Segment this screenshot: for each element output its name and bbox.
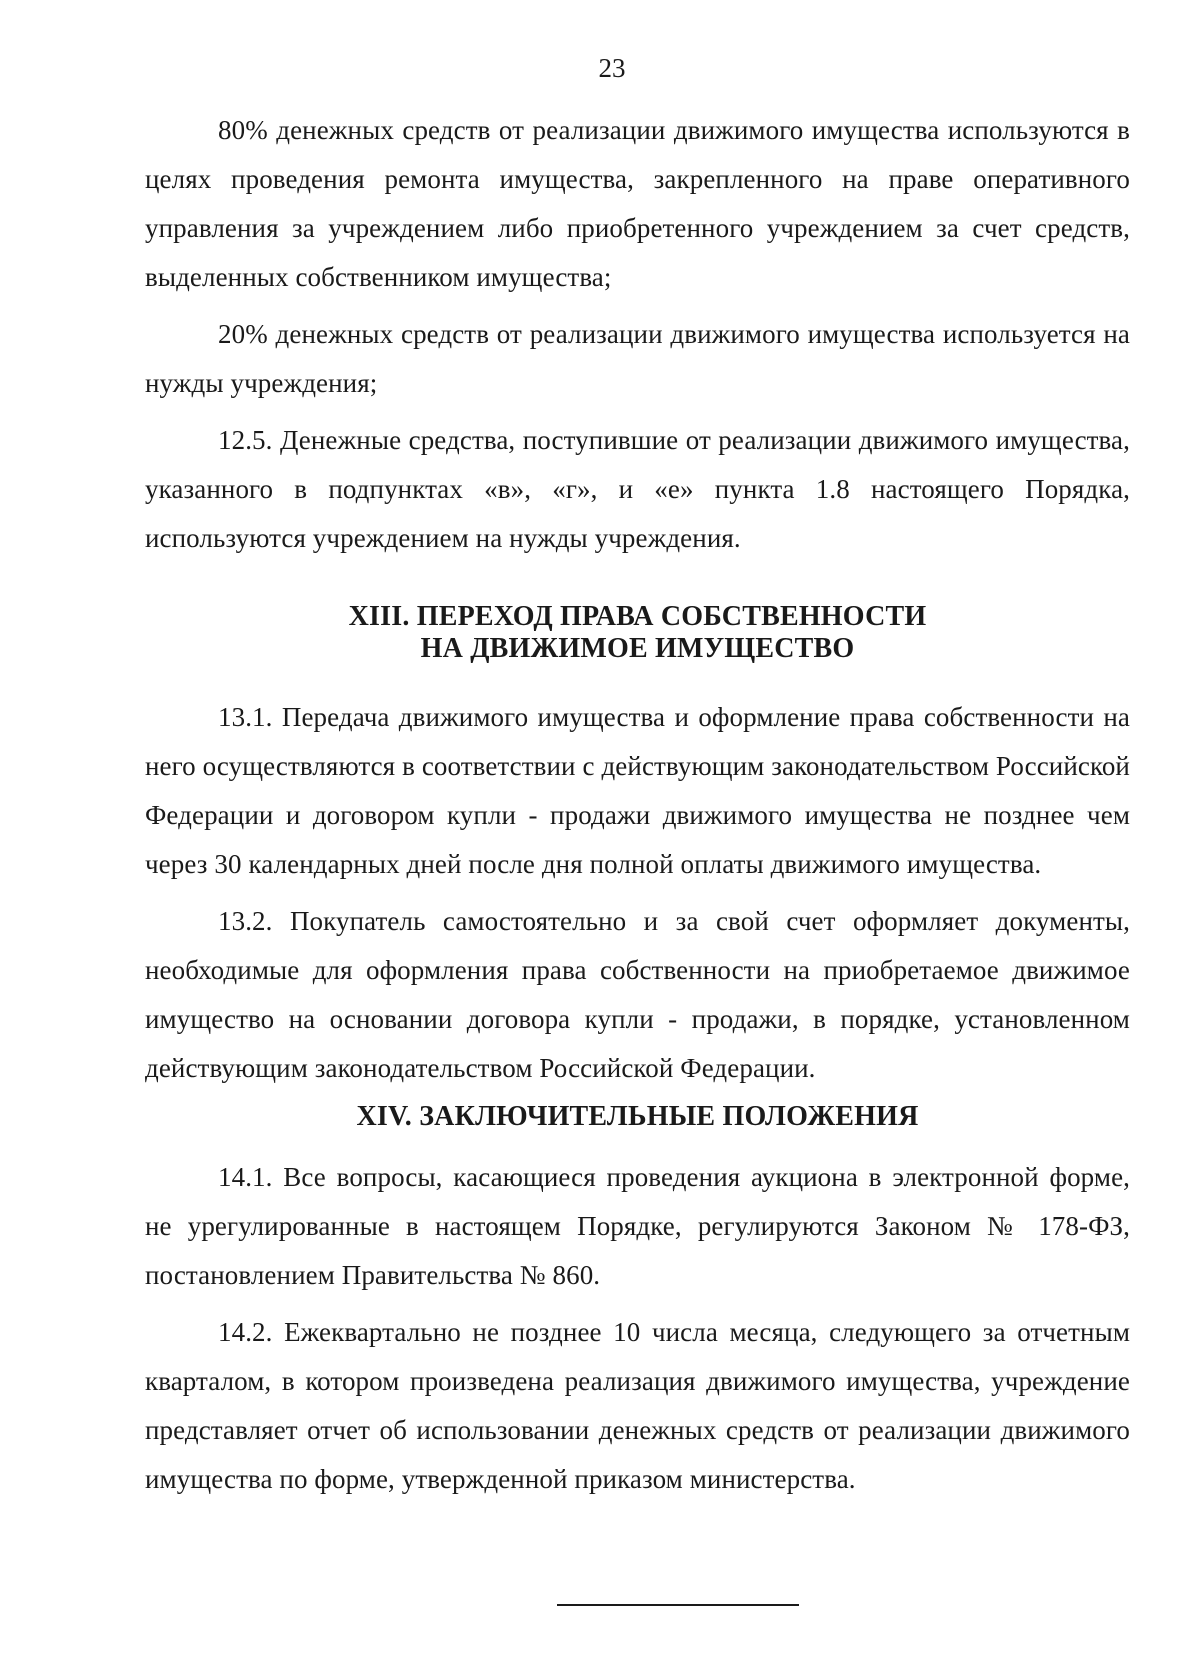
page-number: 23 <box>598 53 626 83</box>
paragraph-12-5: 12.5. Денежные средства, поступившие от реализации движимого имущества, указанного в подпунктах «в», «г», и «е» пункта 1.8 настоящего Порядка, используются учреждением на нужды учреждения. <box>145 425 1130 553</box>
paragraph-14-2: 14.2. Ежеквартально не позднее 10 числа месяца, следующего за отчетным кварталом, в котором произведена реализация движимого имущества, учреждение представляет отчет об использовании денежных средств от реализации движимого имущества по форме, утвержденной приказом министерства. <box>145 1317 1130 1494</box>
end-of-document-rule <box>557 1604 799 1606</box>
section-14-heading <box>145 1101 1130 1133</box>
document-body <box>145 106 1130 1512</box>
section-13-heading <box>145 601 1130 665</box>
paragraph-14-1: 14.1. Все вопросы, касающиеся проведения аукциона в электронной форме, не урегулированные в настоящем Порядке, регулируются Законом № 178-ФЗ, постановлением Правительства № 860. <box>145 1162 1130 1290</box>
paragraph-20-percent: 20% денежных средств от реализации движимого имущества используется на нужды учреждения; <box>145 319 1130 398</box>
section-14-title: XIV. ЗАКЛЮЧИТЕЛЬНЫЕ ПОЛОЖЕНИЯ <box>356 1101 919 1132</box>
paragraph-13-2: 13.2. Покупатель самостоятельно и за свой счет оформляет документы, необходимые для оформления права собственности на приобретаемое движимое имущество на основании договора купли - продажи, в порядке, установленном действующим законодательством Российской Федерации. <box>145 906 1130 1083</box>
section-13-title-line-2: НА ДВИЖИМОЕ ИМУЩЕСТВО <box>420 633 855 664</box>
paragraph-13-1: 13.1. Передача движимого имущества и оформление права собственности на него осуществляются в соответствии с действующим законодательством Российской Федерации и договором купли - продажи движимого имущества не позднее чем через 30 календарных дней после дня полной оплаты движимого имущества. <box>145 702 1130 879</box>
section-13-title-line-1: XIII. ПЕРЕХОД ПРАВА СОБСТВЕННОСТИ <box>348 601 927 632</box>
paragraph-80-percent: 80% денежных средств от реализации движимого имущества используются в целях проведения ремонта имущества, закрепленного на праве оперативного управления за учреждением либо приобретенного учреждением за счет средств, выделенных собственником имущества; <box>145 115 1130 292</box>
